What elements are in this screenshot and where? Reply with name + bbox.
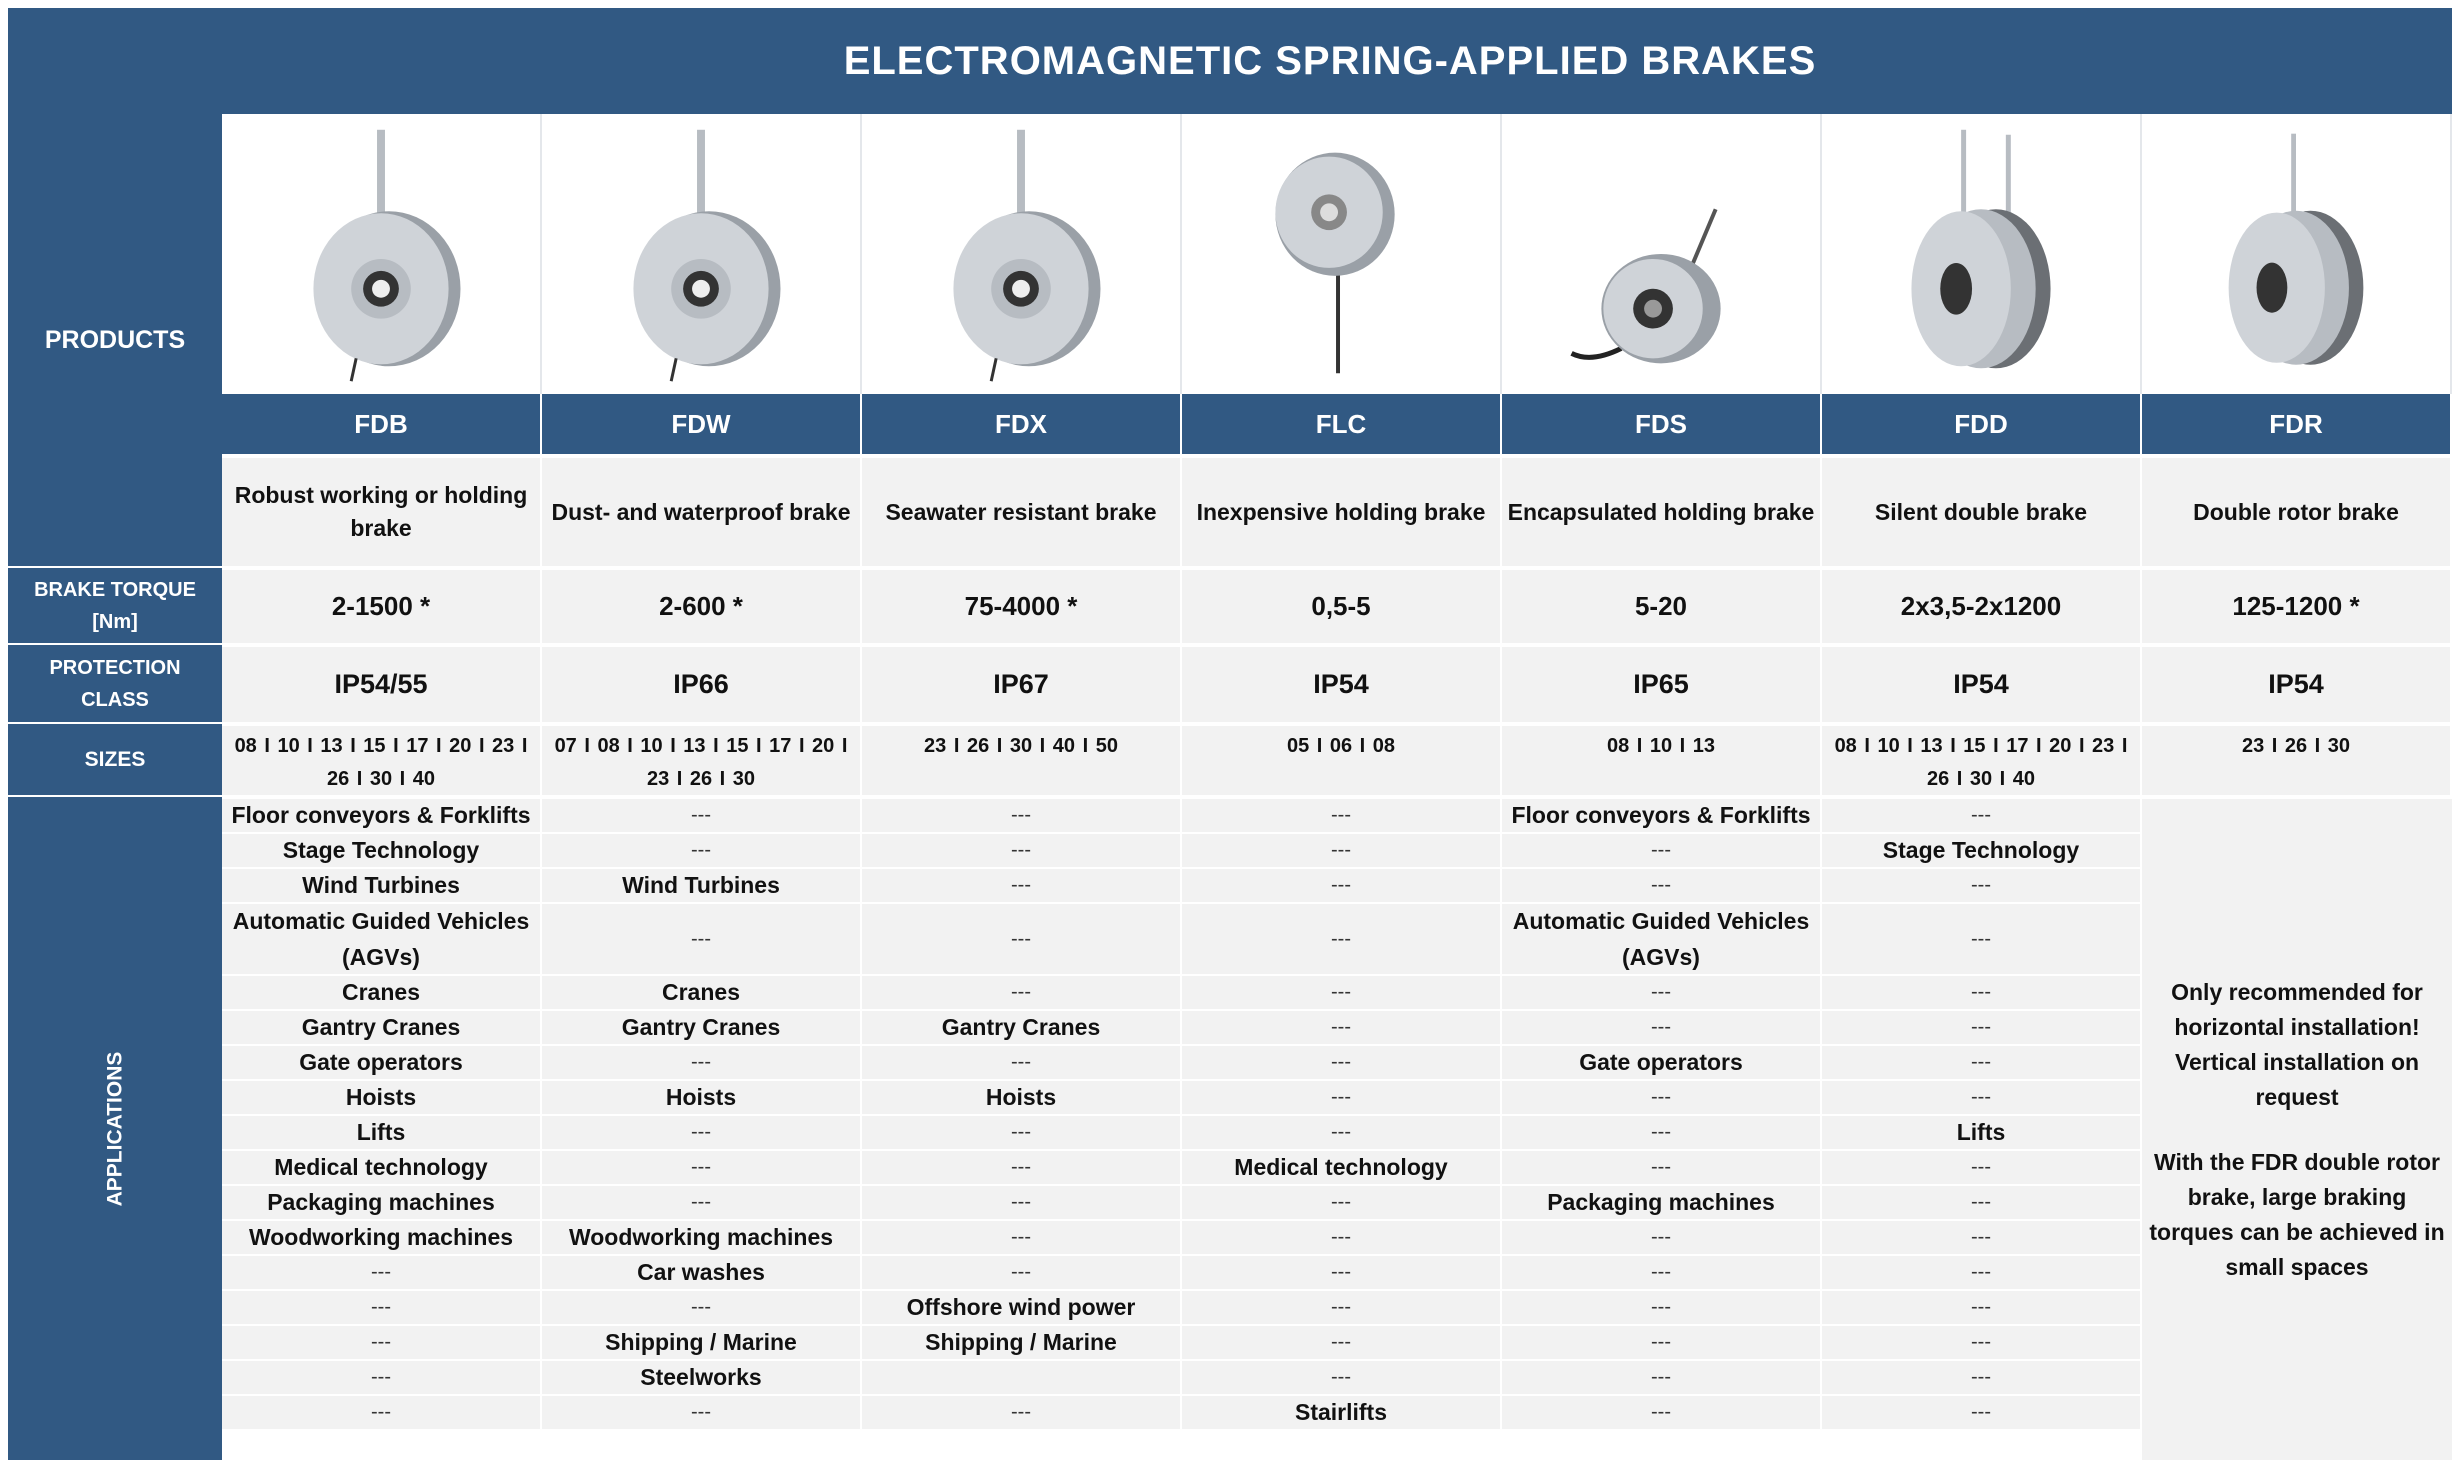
product-name: FDD: [1822, 394, 2142, 454]
protection-class-value: IP54: [2142, 645, 2452, 722]
application-list: [862, 797, 1182, 1429]
application-item: Woodworking machines: [222, 1219, 542, 1254]
application-item: ---: [862, 1044, 1182, 1079]
product-image-fdd: [1822, 114, 2142, 394]
application-item: ---: [1182, 1079, 1502, 1114]
application-list: [222, 797, 542, 1429]
row-label-applications: [8, 797, 222, 1460]
application-item: Packaging machines: [1502, 1184, 1822, 1219]
application-item: ---: [222, 1394, 542, 1429]
application-item: Lifts: [222, 1114, 542, 1149]
application-item: ---: [542, 1184, 862, 1219]
application-item: ---: [1502, 1359, 1822, 1394]
product-description: Dust- and waterproof brake: [542, 458, 862, 566]
product-image-fdb: [222, 114, 542, 394]
application-item: ---: [1182, 1184, 1502, 1219]
product-image-fdr: [2142, 114, 2452, 394]
brake-torque-value: 125-1200 *: [2142, 568, 2452, 643]
application-item: ---: [1502, 1394, 1822, 1429]
application-item: Cranes: [222, 974, 542, 1009]
product-image-fdx: [862, 114, 1182, 394]
brake-image: [222, 114, 540, 394]
product-description: Seawater resistant brake: [862, 458, 1182, 566]
application-item: ---: [222, 1254, 542, 1289]
application-item: ---: [1182, 1114, 1502, 1149]
application-item: ---: [1822, 1149, 2142, 1184]
application-item: ---: [862, 1394, 1182, 1429]
application-item: ---: [542, 902, 862, 974]
application-item: Wind Turbines: [542, 867, 862, 902]
brake-image: [542, 114, 860, 394]
product-description: Silent double brake: [1822, 458, 2142, 566]
application-item: ---: [1182, 867, 1502, 902]
application-item: Stairlifts: [1182, 1394, 1502, 1429]
row-label-protection: [8, 645, 222, 722]
row-label-products: [8, 114, 222, 566]
application-item: ---: [1822, 902, 2142, 974]
application-item: Automatic Guided Vehicles (AGVs): [1502, 902, 1822, 974]
application-item: ---: [222, 1324, 542, 1359]
application-item: ---: [1502, 1289, 1822, 1324]
application-item: ---: [862, 1114, 1182, 1149]
brake-torque-value: 2-1500 *: [222, 568, 542, 643]
product-image-fdw: [542, 114, 862, 394]
application-item: ---: [1822, 1254, 2142, 1289]
application-item: Wind Turbines: [222, 867, 542, 902]
application-item: ---: [1182, 1289, 1502, 1324]
product-column-fdr: [2142, 114, 2452, 1460]
row-label-torque-line1: BRAKE TORQUE: [34, 578, 196, 601]
product-column-flc: [1182, 114, 1502, 1460]
title-bar: [8, 8, 2452, 114]
application-item: ---: [542, 832, 862, 867]
application-item: ---: [542, 1149, 862, 1184]
product-description: Encapsulated holding brake: [1502, 458, 1822, 566]
sizes-value: 05 I 06 I 08: [1182, 724, 1502, 795]
application-item: ---: [542, 1114, 862, 1149]
application-item: Medical technology: [222, 1149, 542, 1184]
application-item: ---: [1502, 1149, 1822, 1184]
product-name: FLC: [1182, 394, 1502, 454]
note-paragraph: Only recommended for horizontal installation! Vertical installation on request: [2171, 978, 2423, 1110]
application-item: Stage Technology: [222, 832, 542, 867]
application-item: ---: [1182, 1009, 1502, 1044]
brake-torque-value: 0,5-5: [1182, 568, 1502, 643]
protection-class-value: IP54: [1182, 645, 1502, 722]
application-item: Medical technology: [1182, 1149, 1502, 1184]
row-label-applications-text: APPLICATIONS: [102, 1051, 126, 1206]
page-title: ELECTROMAGNETIC SPRING-APPLIED BRAKES: [843, 38, 1817, 83]
brake-image: [862, 114, 1180, 394]
application-item: ---: [1822, 1184, 2142, 1219]
application-item: Hoists: [542, 1079, 862, 1114]
application-item: ---: [1502, 1219, 1822, 1254]
application-item: ---: [1502, 832, 1822, 867]
product-image-fds: [1502, 114, 1822, 394]
protection-class-value: IP67: [862, 645, 1182, 722]
application-item: ---: [1822, 1219, 2142, 1254]
product-name: FDR: [2142, 394, 2452, 454]
row-label-sizes: [8, 724, 222, 795]
application-item: ---: [1822, 974, 2142, 1009]
sizes-value: 08 I 10 I 13: [1502, 724, 1822, 795]
application-item: Floor conveyors & Forklifts: [1502, 797, 1822, 832]
protection-class-value: IP54: [1822, 645, 2142, 722]
application-item: Shipping / Marine: [542, 1324, 862, 1359]
protection-class-value: IP54/55: [222, 645, 542, 722]
product-description: Double rotor brake: [2142, 458, 2452, 566]
application-item: ---: [1502, 1324, 1822, 1359]
product-name: FDW: [542, 394, 862, 454]
application-item: Hoists: [862, 1079, 1182, 1114]
product-name: FDX: [862, 394, 1182, 454]
application-item: ---: [1822, 867, 2142, 902]
application-item: ---: [862, 902, 1182, 974]
application-item: ---: [1182, 1324, 1502, 1359]
application-item: ---: [1502, 1009, 1822, 1044]
fdr-installation-note: [2142, 797, 2452, 1460]
application-list: [542, 797, 862, 1429]
sizes-value: 23 I 26 I 30: [2142, 724, 2452, 795]
product-column-fdx: [862, 114, 1182, 1460]
application-item: ---: [1502, 974, 1822, 1009]
application-item: ---: [862, 797, 1182, 832]
product-image-flc: [1182, 114, 1502, 394]
application-item: ---: [1822, 1009, 2142, 1044]
application-item: Offshore wind power: [862, 1289, 1182, 1324]
application-item: Woodworking machines: [542, 1219, 862, 1254]
sizes-value: 23 I 26 I 30 I 40 I 50: [862, 724, 1182, 795]
application-item: ---: [862, 1254, 1182, 1289]
application-item: ---: [1822, 1044, 2142, 1079]
brake-image: [2142, 114, 2450, 394]
application-item: ---: [1822, 1394, 2142, 1429]
application-item: ---: [1502, 867, 1822, 902]
application-item: Gantry Cranes: [862, 1009, 1182, 1044]
product-column-fdd: [1822, 114, 2142, 1460]
brake-torque-value: 75-4000 *: [862, 568, 1182, 643]
application-item: ---: [1182, 974, 1502, 1009]
application-item: ---: [222, 1289, 542, 1324]
application-item: Automatic Guided Vehicles (AGVs): [222, 902, 542, 974]
product-description: Robust working or holding brake: [222, 458, 542, 566]
row-label-products-text: PRODUCTS: [44, 325, 186, 354]
application-item: Floor conveyors & Forklifts: [222, 797, 542, 832]
application-item: Gantry Cranes: [542, 1009, 862, 1044]
application-list: [1502, 797, 1822, 1429]
brake-image: [1502, 114, 1820, 394]
product-name: FDB: [222, 394, 542, 454]
application-item: ---: [1502, 1254, 1822, 1289]
brake-image: [1822, 114, 2140, 394]
application-item: ---: [1182, 1044, 1502, 1079]
application-item: ---: [1182, 797, 1502, 832]
application-item: Gate operators: [1502, 1044, 1822, 1079]
brake-torque-value: 2x3,5-2x1200: [1822, 568, 2142, 643]
brake-torque-value: 2-600 *: [542, 568, 862, 643]
note-paragraph: With the FDR double rotor brake, large braking torques can be achieved in small spaces: [2149, 1148, 2445, 1280]
application-item: ---: [1182, 1359, 1502, 1394]
sizes-value: 07 I 08 I 10 I 13 I 15 I 17 I 20 I 23 I 26 I 30: [542, 724, 862, 795]
row-label-sizes-text: SIZES: [84, 747, 146, 771]
application-item: ---: [1822, 1079, 2142, 1114]
product-name: FDS: [1502, 394, 1822, 454]
application-item: ---: [1182, 902, 1502, 974]
brake-image: [1182, 114, 1500, 394]
application-item: ---: [862, 974, 1182, 1009]
application-item: ---: [1182, 1219, 1502, 1254]
sizes-value: 08 I 10 I 13 I 15 I 17 I 20 I 23 I 26 I 30 I 40: [222, 724, 542, 795]
application-item: ---: [1822, 797, 2142, 832]
row-label-torque: [8, 568, 222, 643]
brake-torque-value: 5-20: [1502, 568, 1822, 643]
protection-class-value: IP66: [542, 645, 862, 722]
application-item: ---: [542, 1394, 862, 1429]
application-item: Car washes: [542, 1254, 862, 1289]
application-item: ---: [1182, 832, 1502, 867]
product-column-fds: [1502, 114, 1822, 1460]
sizes-value: 08 I 10 I 13 I 15 I 17 I 20 I 23 I 26 I 30 I 40: [1822, 724, 2142, 795]
application-item: ---: [542, 1044, 862, 1079]
application-item: ---: [862, 1219, 1182, 1254]
application-item: ---: [1502, 1079, 1822, 1114]
application-item: ---: [1502, 1114, 1822, 1149]
application-item: Packaging machines: [222, 1184, 542, 1219]
application-item: Gate operators: [222, 1044, 542, 1079]
application-item: ---: [862, 832, 1182, 867]
application-item: Cranes: [542, 974, 862, 1009]
product-table: [222, 114, 2452, 1460]
application-item: ---: [1822, 1359, 2142, 1394]
application-item: Steelworks: [542, 1359, 862, 1394]
row-label-torque-line2: [Nm]: [92, 610, 138, 633]
application-item: Lifts: [1822, 1114, 2142, 1149]
application-item: Stage Technology: [1822, 832, 2142, 867]
application-item: ---: [862, 867, 1182, 902]
product-column-fdw: [542, 114, 862, 1460]
application-item: ---: [542, 797, 862, 832]
application-item: Gantry Cranes: [222, 1009, 542, 1044]
application-item: [862, 1359, 1182, 1394]
row-label-protection-line1: PROTECTION: [49, 656, 181, 679]
application-item: ---: [542, 1289, 862, 1324]
application-item: ---: [222, 1359, 542, 1394]
product-column-fdb: [222, 114, 542, 1460]
protection-class-value: IP65: [1502, 645, 1822, 722]
application-item: Shipping / Marine: [862, 1324, 1182, 1359]
application-list: [1182, 797, 1502, 1429]
product-description: Inexpensive holding brake: [1182, 458, 1502, 566]
application-item: ---: [1822, 1289, 2142, 1324]
application-item: ---: [1822, 1324, 2142, 1359]
row-label-protection-line2: CLASS: [81, 688, 149, 711]
application-item: Hoists: [222, 1079, 542, 1114]
application-item: ---: [1182, 1254, 1502, 1289]
application-item: ---: [862, 1184, 1182, 1219]
application-item: ---: [862, 1149, 1182, 1184]
application-list: [1822, 797, 2142, 1429]
